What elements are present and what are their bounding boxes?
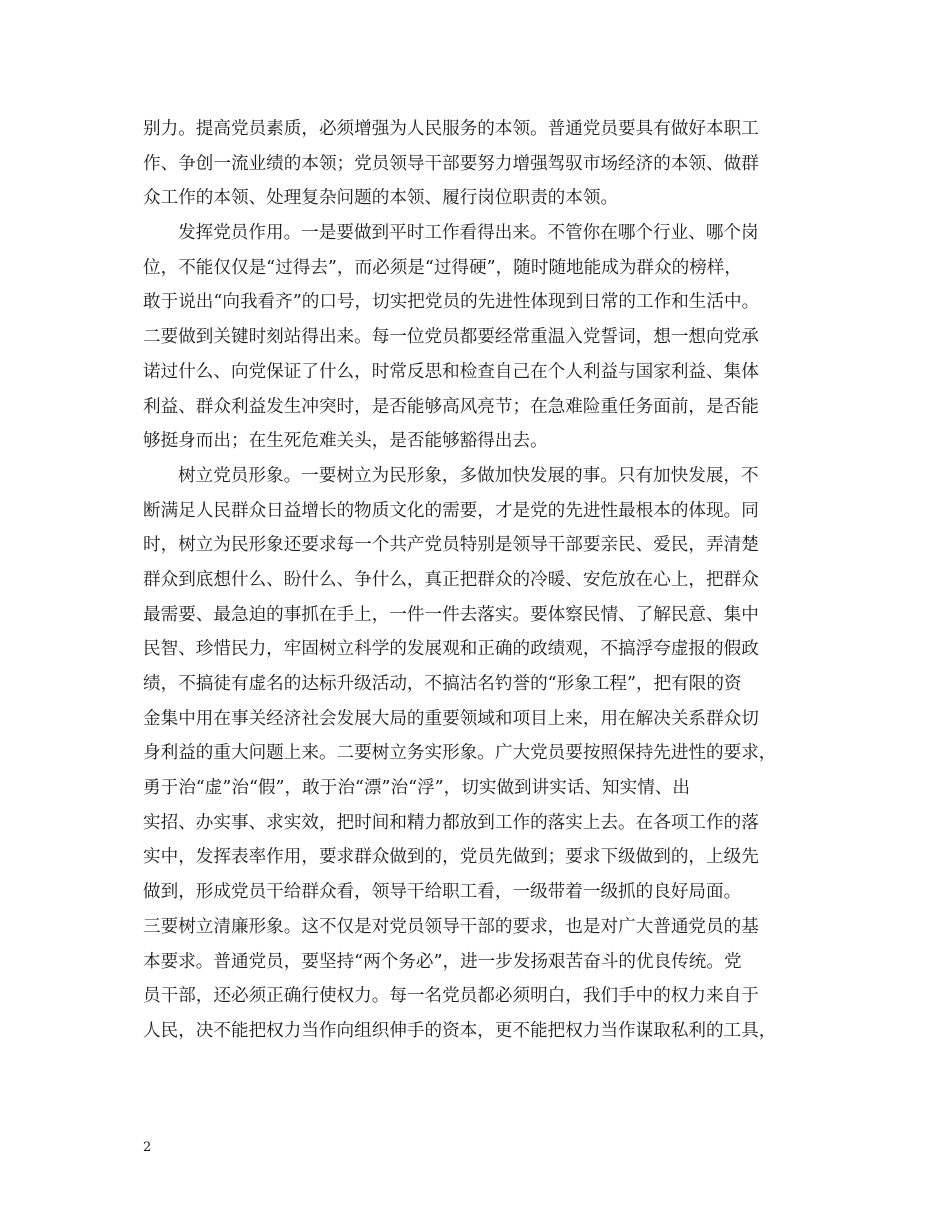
text-line: 金集中用在事关经济社会发展大局的重要领域和项目上来，用在解决关系群众切 (143, 708, 759, 729)
page-number: 2 (143, 1140, 152, 1155)
text-line: 本要求。普通党员，要坚持“两个务必”，进一步发扬艰苦奋斗的优良传统。党 (143, 951, 742, 972)
text-line: 做到，形成党员干给群众看，领导干给职工看，一级带着一级抓的良好局面。 (143, 882, 742, 903)
text-line: 作、争创一流业绩的本领；党员领导干部要努力增强驾驭市场经济的本领、做群 (143, 153, 759, 174)
text-line: 位，不能仅仅是“过得去”，而必须是“过得硬”，随时随地能成为群众的榜样， (143, 257, 742, 278)
text-line: 绩，不搞徒有虚名的达标升级活动，不搞沽名钓誉的“形象工程”，把有限的资 (143, 674, 742, 694)
text-line: 众工作的本领、处理复杂问题的本领、履行岗位职责的本领。 (143, 188, 619, 209)
text-line: 员干部，还必须正确行使权力。每一名党员都必须明白，我们手中的权力来自于 (143, 986, 759, 1007)
text-line: 敢于说出“向我看齐”的口号，切实把党员的先进性体现到日常的工作和生活中。 (143, 292, 760, 313)
paragraph-start-line: 发挥党员作用。一是要做到平时工作看得出来。不管你在哪个行业、哪个岗 (178, 223, 759, 244)
text-line: 三要树立清廉形象。这不仅是对党员领导干部的要求，也是对广大普通党员的基 (143, 916, 759, 937)
text-line: 群众到底想什么、盼什么、争什么，真正把群众的冷暖、安危放在心上，把群众 (143, 569, 759, 590)
text-line: 人民，决不能把权力当作向组织伸手的资本，更不能把权力当作谋取私利的工具， (143, 1020, 777, 1041)
text-line: 够挺身而出；在生死危难关头，是否能够豁得出去。 (143, 431, 548, 452)
text-line: 实中，发挥表率作用，要求群众做到的，党员先做到；要求下级做到的，上级先 (143, 847, 759, 868)
text-line: 时，树立为民形象还要求每一个共产党员特别是领导干部要亲民、爱民，弄清楚 (143, 535, 759, 556)
text-line: 实招、办实事、求实效，把时间和精力都放到工作的落实上去。在各项工作的落 (143, 812, 759, 833)
body-text (143, 112, 811, 1049)
text-line: 别力。提高党员素质，必须增强为人民服务的本领。普通党员要具有做好本职工 (143, 119, 759, 139)
text-line: 勇于治“虚”治“假”，敢于治“漂”治“浮”，切实做到讲实话、知实情、出 (143, 778, 690, 799)
text-line: 身利益的重大问题上来。二要树立务实形象。广大党员要按照保持先进性的要求， (143, 743, 777, 764)
text-line: 二要做到关键时刻站得出来。每一位党员都要经常重温入党誓词，想一想向党承 (143, 327, 759, 348)
text-line: 最需要、最急迫的事抓在手上，一件一件去落实。要体察民情、了解民意、集中 (143, 604, 759, 625)
text-line: 诺过什么、向党保证了什么，时常反思和检查自己在个人利益与国家利益、集体 (143, 361, 759, 382)
text-line: 利益、群众利益发生冲突时，是否能够高风亮节；在急难险重任务面前，是否能 (143, 396, 759, 417)
paragraph-start-line: 树立党员形象。一要树立为民形象，多做加快发展的事。只有加快发展，不 (178, 465, 759, 486)
text-line: 民智、珍惜民力，牢固树立科学的发展观和正确的政绩观，不搞浮夸虚报的假政 (143, 639, 759, 660)
text-line: 断满足人民群众日益增长的物质文化的需要，才是党的先进性最根本的体现。同 (143, 500, 759, 521)
